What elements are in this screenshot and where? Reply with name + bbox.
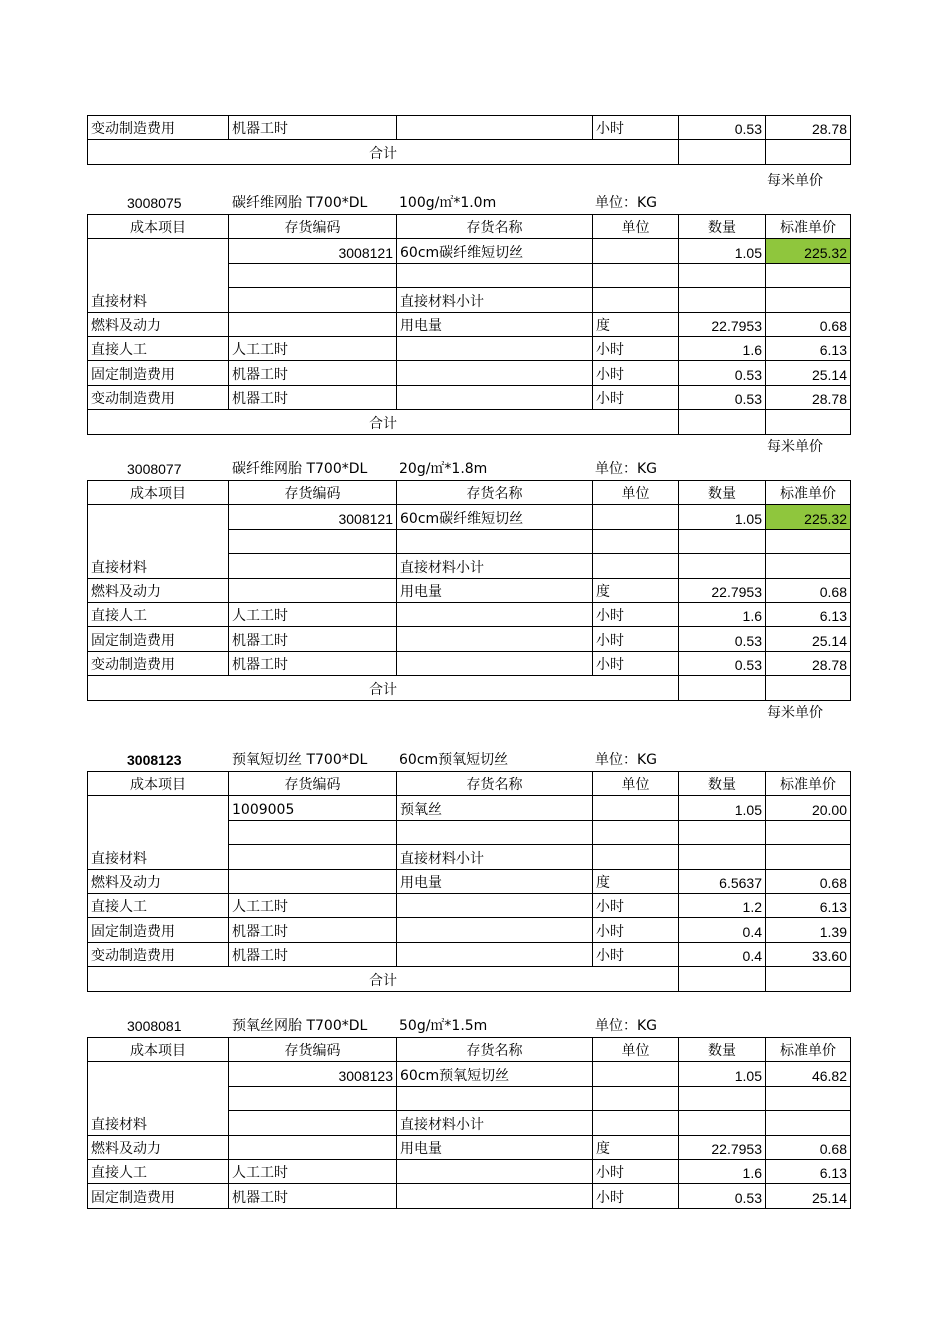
cell-quantity[interactable]: 0.53 bbox=[679, 651, 766, 675]
total-label[interactable]: 合计 bbox=[88, 676, 679, 700]
material-label[interactable]: 直接材料 bbox=[88, 239, 229, 312]
cell-item-name[interactable]: 60cm预氧短切丝 bbox=[397, 1062, 593, 1086]
cell-item-name[interactable] bbox=[397, 1184, 593, 1208]
cell-unit[interactable]: 度 bbox=[593, 578, 679, 602]
cell-unit-price[interactable]: 28.78 bbox=[766, 116, 851, 140]
header-row bbox=[88, 1038, 851, 1062]
cell-quantity[interactable]: 1.6 bbox=[679, 602, 766, 626]
cell-unit[interactable]: 度 bbox=[593, 1135, 679, 1159]
header-row bbox=[88, 481, 851, 505]
cell-unit-price[interactable]: 25.14 bbox=[766, 361, 851, 385]
product-name: 碳纤维网胎 T700*DL bbox=[232, 195, 368, 211]
product-code: 3008123 bbox=[127, 752, 182, 768]
cell-cost-item[interactable]: 直接人工 bbox=[88, 1159, 229, 1183]
column-header[interactable]: 单位 bbox=[593, 481, 679, 505]
material-label[interactable]: 直接材料 bbox=[88, 505, 229, 578]
cell-empty[interactable] bbox=[766, 1111, 851, 1135]
subtotal-label[interactable]: 直接材料小计 bbox=[397, 845, 593, 869]
product-title-line bbox=[87, 1015, 850, 1037]
cell-unit[interactable]: 小时 bbox=[593, 627, 679, 651]
cell-item-code[interactable]: 机器工时 bbox=[229, 116, 397, 140]
cell-unit[interactable]: 小时 bbox=[593, 893, 679, 917]
cost-row bbox=[88, 942, 851, 966]
column-header[interactable]: 数量 bbox=[679, 1038, 766, 1062]
cell-item-code[interactable]: 机器工时 bbox=[229, 1184, 397, 1208]
cell-empty[interactable] bbox=[766, 410, 851, 434]
cell-unit-price[interactable] bbox=[766, 820, 851, 844]
cell-empty[interactable] bbox=[679, 288, 766, 312]
cell-item-name[interactable]: 用电量 bbox=[397, 869, 593, 893]
cell-item-name[interactable] bbox=[397, 361, 593, 385]
cell-unit[interactable] bbox=[593, 820, 679, 844]
cost-row bbox=[88, 869, 851, 893]
total-row bbox=[88, 410, 851, 434]
cell-unit-price[interactable] bbox=[766, 263, 851, 287]
cell-unit[interactable]: 小时 bbox=[593, 116, 679, 140]
column-header[interactable]: 存货编码 bbox=[229, 1038, 397, 1062]
cost-row bbox=[88, 361, 851, 385]
per-meter-price-note: 每米单价 bbox=[767, 439, 823, 455]
product-unit: 单位：KG bbox=[595, 752, 658, 768]
cell-quantity[interactable]: 1.05 bbox=[679, 1062, 766, 1086]
cost-row bbox=[88, 918, 851, 942]
cell-item-code[interactable]: 机器工时 bbox=[229, 627, 397, 651]
cell-unit-price[interactable]: 25.14 bbox=[766, 627, 851, 651]
cell-item-name[interactable]: 用电量 bbox=[397, 312, 593, 336]
subtotal-label[interactable]: 直接材料小计 bbox=[397, 288, 593, 312]
cell-empty[interactable] bbox=[766, 554, 851, 578]
column-header[interactable]: 存货名称 bbox=[397, 1038, 593, 1062]
cell-unit[interactable]: 度 bbox=[593, 869, 679, 893]
cost-table bbox=[87, 214, 851, 435]
cell-item-name[interactable] bbox=[397, 336, 593, 360]
cell-cost-item[interactable]: 固定制造费用 bbox=[88, 918, 229, 942]
cell-item-code[interactable] bbox=[229, 1086, 397, 1110]
cell-unit-price[interactable]: 0.68 bbox=[766, 312, 851, 336]
cell-unit-price[interactable]: 6.13 bbox=[766, 336, 851, 360]
product-title-line bbox=[87, 749, 850, 771]
header-row bbox=[88, 215, 851, 239]
cell-empty[interactable] bbox=[593, 1111, 679, 1135]
cell-item-name[interactable] bbox=[397, 942, 593, 966]
cell-unit[interactable] bbox=[593, 529, 679, 553]
header-row bbox=[88, 772, 851, 796]
cell-item-code[interactable]: 3008121 bbox=[229, 239, 397, 263]
cell-unit-price[interactable] bbox=[766, 529, 851, 553]
cell-item-name[interactable] bbox=[397, 116, 593, 140]
top-cost-table bbox=[87, 115, 851, 165]
cell-unit-price[interactable]: 6.13 bbox=[766, 893, 851, 917]
cell-quantity[interactable]: 1.05 bbox=[679, 505, 766, 529]
cell-item-name[interactable]: 60cm碳纤维短切丝 bbox=[397, 505, 593, 529]
cost-row bbox=[88, 1159, 851, 1183]
column-header[interactable]: 标准单价 bbox=[766, 215, 851, 239]
cost-row bbox=[88, 312, 851, 336]
column-header[interactable]: 成本项目 bbox=[88, 215, 229, 239]
cell-unit-price[interactable]: 46.82 bbox=[766, 1062, 851, 1086]
cell-empty[interactable] bbox=[679, 1111, 766, 1135]
cost-row bbox=[88, 1135, 851, 1159]
cell-unit[interactable]: 小时 bbox=[593, 336, 679, 360]
product-name: 预氧丝网胎 T700*DL bbox=[232, 1018, 368, 1034]
cell-unit-price[interactable]: 6.13 bbox=[766, 602, 851, 626]
cell-unit[interactable]: 小时 bbox=[593, 942, 679, 966]
cell-unit-price[interactable]: 1.39 bbox=[766, 918, 851, 942]
cell-unit-price[interactable]: 25.14 bbox=[766, 1184, 851, 1208]
cell-item-code[interactable] bbox=[229, 263, 397, 287]
cell-item-name[interactable] bbox=[397, 1086, 593, 1110]
cell-empty[interactable] bbox=[766, 967, 851, 991]
cell-quantity[interactable] bbox=[679, 1086, 766, 1110]
material-label[interactable]: 直接材料 bbox=[88, 796, 229, 869]
total-label[interactable]: 合计 bbox=[88, 967, 679, 991]
cell-unit-price[interactable]: 0.68 bbox=[766, 869, 851, 893]
cell-cost-item[interactable]: 固定制造费用 bbox=[88, 1184, 229, 1208]
column-header[interactable]: 存货编码 bbox=[229, 215, 397, 239]
column-header[interactable]: 单位 bbox=[593, 1038, 679, 1062]
cell-item-code[interactable]: 人工工时 bbox=[229, 602, 397, 626]
product-name: 预氧短切丝 T700*DL bbox=[232, 752, 368, 768]
product-code: 3008081 bbox=[127, 1018, 182, 1034]
cell-item-name[interactable] bbox=[397, 893, 593, 917]
cell-quantity[interactable]: 22.7953 bbox=[679, 1135, 766, 1159]
cell-quantity[interactable] bbox=[679, 820, 766, 844]
cell-item-code[interactable]: 机器工时 bbox=[229, 361, 397, 385]
cell-quantity[interactable] bbox=[679, 529, 766, 553]
cell-item-name[interactable]: 用电量 bbox=[397, 578, 593, 602]
cost-row bbox=[88, 651, 851, 675]
cell-item-code[interactable]: 机器工时 bbox=[229, 385, 397, 409]
cell-empty[interactable] bbox=[229, 845, 397, 869]
cell-unit[interactable] bbox=[593, 1086, 679, 1110]
cell-item-name[interactable] bbox=[397, 529, 593, 553]
cost-table bbox=[87, 480, 851, 701]
cell-cost-item[interactable]: 变动制造费用 bbox=[88, 385, 229, 409]
cell-empty[interactable] bbox=[679, 676, 766, 700]
cell-quantity[interactable]: 1.2 bbox=[679, 893, 766, 917]
cell-empty[interactable] bbox=[593, 554, 679, 578]
cell-unit-price[interactable]: 33.60 bbox=[766, 942, 851, 966]
column-header[interactable]: 数量 bbox=[679, 215, 766, 239]
cell-item-code[interactable]: 机器工时 bbox=[229, 918, 397, 942]
cell-unit-price[interactable]: 28.78 bbox=[766, 385, 851, 409]
product-title-line bbox=[87, 458, 850, 480]
cell-quantity[interactable]: 1.05 bbox=[679, 796, 766, 820]
column-header[interactable]: 存货名称 bbox=[397, 481, 593, 505]
cost-row bbox=[88, 578, 851, 602]
cell-quantity[interactable]: 0.4 bbox=[679, 942, 766, 966]
cell-unit[interactable]: 小时 bbox=[593, 361, 679, 385]
cell-empty[interactable] bbox=[229, 1111, 397, 1135]
cell-item-code[interactable]: 人工工时 bbox=[229, 336, 397, 360]
cell-empty[interactable] bbox=[679, 140, 766, 164]
cell-quantity[interactable]: 0.53 bbox=[679, 627, 766, 651]
column-header[interactable]: 存货编码 bbox=[229, 481, 397, 505]
column-header[interactable]: 成本项目 bbox=[88, 481, 229, 505]
cell-unit[interactable] bbox=[593, 1062, 679, 1086]
column-header[interactable]: 存货名称 bbox=[397, 772, 593, 796]
cell-item-code[interactable]: 3008123 bbox=[229, 1062, 397, 1086]
cell-cost-item[interactable]: 变动制造费用 bbox=[88, 116, 229, 140]
cost-row bbox=[88, 893, 851, 917]
cell-item-name[interactable] bbox=[397, 820, 593, 844]
material-label[interactable]: 直接材料 bbox=[88, 1062, 229, 1135]
cell-item-name[interactable]: 用电量 bbox=[397, 1135, 593, 1159]
cell-quantity[interactable]: 0.53 bbox=[679, 385, 766, 409]
cell-empty[interactable] bbox=[679, 410, 766, 434]
cell-unit[interactable] bbox=[593, 505, 679, 529]
cost-row bbox=[88, 1184, 851, 1208]
cell-item-code[interactable]: 人工工时 bbox=[229, 893, 397, 917]
cell-unit[interactable]: 小时 bbox=[593, 651, 679, 675]
total-row bbox=[88, 676, 851, 700]
column-header[interactable]: 存货名称 bbox=[397, 215, 593, 239]
per-meter-price-note: 每米单价 bbox=[767, 705, 823, 721]
cell-unit-price[interactable]: 0.68 bbox=[766, 578, 851, 602]
cell-unit-price[interactable] bbox=[766, 1086, 851, 1110]
cell-quantity[interactable]: 22.7953 bbox=[679, 578, 766, 602]
cell-item-name[interactable] bbox=[397, 385, 593, 409]
cell-quantity[interactable]: 0.4 bbox=[679, 918, 766, 942]
cell-unit-price[interactable]: 6.13 bbox=[766, 1159, 851, 1183]
product-spec: 100g/㎡*1.0m bbox=[399, 195, 497, 211]
cell-empty[interactable] bbox=[766, 288, 851, 312]
cell-empty[interactable] bbox=[766, 676, 851, 700]
cell-quantity[interactable]: 0.53 bbox=[679, 116, 766, 140]
subtotal-label[interactable]: 直接材料小计 bbox=[397, 554, 593, 578]
product-name: 碳纤维网胎 T700*DL bbox=[232, 461, 368, 477]
subtotal-label[interactable]: 直接材料小计 bbox=[397, 1111, 593, 1135]
product-spec: 50g/㎡*1.5m bbox=[399, 1018, 488, 1034]
cell-item-code[interactable]: 人工工时 bbox=[229, 1159, 397, 1183]
cell-item-name[interactable] bbox=[397, 651, 593, 675]
cell-cost-item[interactable]: 变动制造费用 bbox=[88, 942, 229, 966]
column-header[interactable]: 单位 bbox=[593, 215, 679, 239]
cell-unit[interactable] bbox=[593, 239, 679, 263]
cell-unit[interactable] bbox=[593, 796, 679, 820]
cell-unit[interactable]: 小时 bbox=[593, 918, 679, 942]
cell-cost-item[interactable]: 直接人工 bbox=[88, 602, 229, 626]
cell-item-name[interactable] bbox=[397, 918, 593, 942]
cell-cost-item[interactable]: 变动制造费用 bbox=[88, 651, 229, 675]
cell-unit[interactable]: 小时 bbox=[593, 1159, 679, 1183]
cost-row bbox=[88, 602, 851, 626]
cell-quantity[interactable]: 0.53 bbox=[679, 1184, 766, 1208]
table-row bbox=[88, 116, 851, 140]
cell-cost-item[interactable]: 燃料及动力 bbox=[88, 312, 229, 336]
total-label[interactable]: 合计 bbox=[88, 140, 679, 164]
cell-item-code[interactable]: 机器工时 bbox=[229, 651, 397, 675]
column-header[interactable]: 标准单价 bbox=[766, 772, 851, 796]
cell-empty[interactable] bbox=[679, 554, 766, 578]
material-row bbox=[88, 505, 851, 529]
column-header[interactable]: 存货编码 bbox=[229, 772, 397, 796]
cell-item-code[interactable] bbox=[229, 869, 397, 893]
cell-quantity[interactable]: 1.6 bbox=[679, 336, 766, 360]
cell-item-code[interactable]: 3008121 bbox=[229, 505, 397, 529]
cell-quantity[interactable]: 0.53 bbox=[679, 361, 766, 385]
cell-empty[interactable] bbox=[679, 967, 766, 991]
cell-empty[interactable] bbox=[766, 845, 851, 869]
cell-item-name[interactable] bbox=[397, 263, 593, 287]
total-row bbox=[88, 967, 851, 991]
cost-row bbox=[88, 627, 851, 651]
cell-unit-price[interactable]: 0.68 bbox=[766, 1135, 851, 1159]
cell-unit-price[interactable]: 20.00 bbox=[766, 796, 851, 820]
cell-item-code[interactable]: 1009005 bbox=[229, 796, 397, 820]
cell-empty[interactable] bbox=[229, 554, 397, 578]
cell-item-name[interactable]: 60cm碳纤维短切丝 bbox=[397, 239, 593, 263]
column-header[interactable]: 成本项目 bbox=[88, 1038, 229, 1062]
cell-quantity[interactable]: 1.05 bbox=[679, 239, 766, 263]
cell-item-code[interactable] bbox=[229, 1135, 397, 1159]
cell-unit-price[interactable]: 28.78 bbox=[766, 651, 851, 675]
cell-unit[interactable]: 度 bbox=[593, 312, 679, 336]
product-code: 3008077 bbox=[127, 461, 182, 477]
cell-cost-item[interactable]: 燃料及动力 bbox=[88, 869, 229, 893]
product-unit: 单位：KG bbox=[595, 1018, 658, 1034]
cell-item-name[interactable] bbox=[397, 602, 593, 626]
product-title-line bbox=[87, 192, 850, 214]
material-row bbox=[88, 239, 851, 263]
cell-cost-item[interactable]: 固定制造费用 bbox=[88, 361, 229, 385]
column-header[interactable]: 成本项目 bbox=[88, 772, 229, 796]
cell-cost-item[interactable]: 直接人工 bbox=[88, 893, 229, 917]
product-spec: 60cm预氧短切丝 bbox=[399, 752, 509, 768]
cell-item-code[interactable]: 机器工时 bbox=[229, 942, 397, 966]
cell-cost-item[interactable]: 直接人工 bbox=[88, 336, 229, 360]
product-code: 3008075 bbox=[127, 195, 182, 211]
cell-item-code[interactable] bbox=[229, 312, 397, 336]
total-row bbox=[88, 140, 851, 164]
cell-unit[interactable]: 小时 bbox=[593, 602, 679, 626]
cell-item-name[interactable]: 预氧丝 bbox=[397, 796, 593, 820]
product-spec: 20g/㎡*1.8m bbox=[399, 461, 488, 477]
cell-item-code[interactable] bbox=[229, 820, 397, 844]
cell-item-code[interactable] bbox=[229, 578, 397, 602]
material-row bbox=[88, 1062, 851, 1086]
column-header[interactable]: 标准单价 bbox=[766, 1038, 851, 1062]
column-header[interactable]: 数量 bbox=[679, 772, 766, 796]
cell-empty[interactable] bbox=[679, 845, 766, 869]
cell-quantity[interactable]: 22.7953 bbox=[679, 312, 766, 336]
cell-unit[interactable]: 小时 bbox=[593, 385, 679, 409]
cell-item-name[interactable] bbox=[397, 1159, 593, 1183]
cell-unit[interactable] bbox=[593, 263, 679, 287]
total-label[interactable]: 合计 bbox=[88, 410, 679, 434]
cell-item-code[interactable] bbox=[229, 529, 397, 553]
cell-item-name[interactable] bbox=[397, 627, 593, 651]
cell-cost-item[interactable]: 燃料及动力 bbox=[88, 1135, 229, 1159]
cell-unit-price[interactable]: 225.32 bbox=[766, 505, 851, 529]
cell-quantity[interactable] bbox=[679, 263, 766, 287]
cell-empty[interactable] bbox=[229, 288, 397, 312]
cell-cost-item[interactable]: 固定制造费用 bbox=[88, 627, 229, 651]
product-unit: 单位：KG bbox=[595, 195, 658, 211]
cell-empty[interactable] bbox=[766, 140, 851, 164]
cell-cost-item[interactable]: 燃料及动力 bbox=[88, 578, 229, 602]
product-unit: 单位：KG bbox=[595, 461, 658, 477]
column-header[interactable]: 标准单价 bbox=[766, 481, 851, 505]
cell-unit[interactable]: 小时 bbox=[593, 1184, 679, 1208]
cost-row bbox=[88, 336, 851, 360]
cell-quantity[interactable]: 1.6 bbox=[679, 1159, 766, 1183]
cost-row bbox=[88, 385, 851, 409]
column-header[interactable]: 数量 bbox=[679, 481, 766, 505]
cell-empty[interactable] bbox=[593, 288, 679, 312]
cost-table bbox=[87, 1037, 851, 1209]
cell-quantity[interactable]: 6.5637 bbox=[679, 869, 766, 893]
cell-unit-price[interactable]: 225.32 bbox=[766, 239, 851, 263]
column-header[interactable]: 单位 bbox=[593, 772, 679, 796]
per-meter-price-note: 每米单价 bbox=[767, 173, 823, 189]
cell-empty[interactable] bbox=[593, 845, 679, 869]
cost-table bbox=[87, 771, 851, 992]
material-row bbox=[88, 796, 851, 820]
